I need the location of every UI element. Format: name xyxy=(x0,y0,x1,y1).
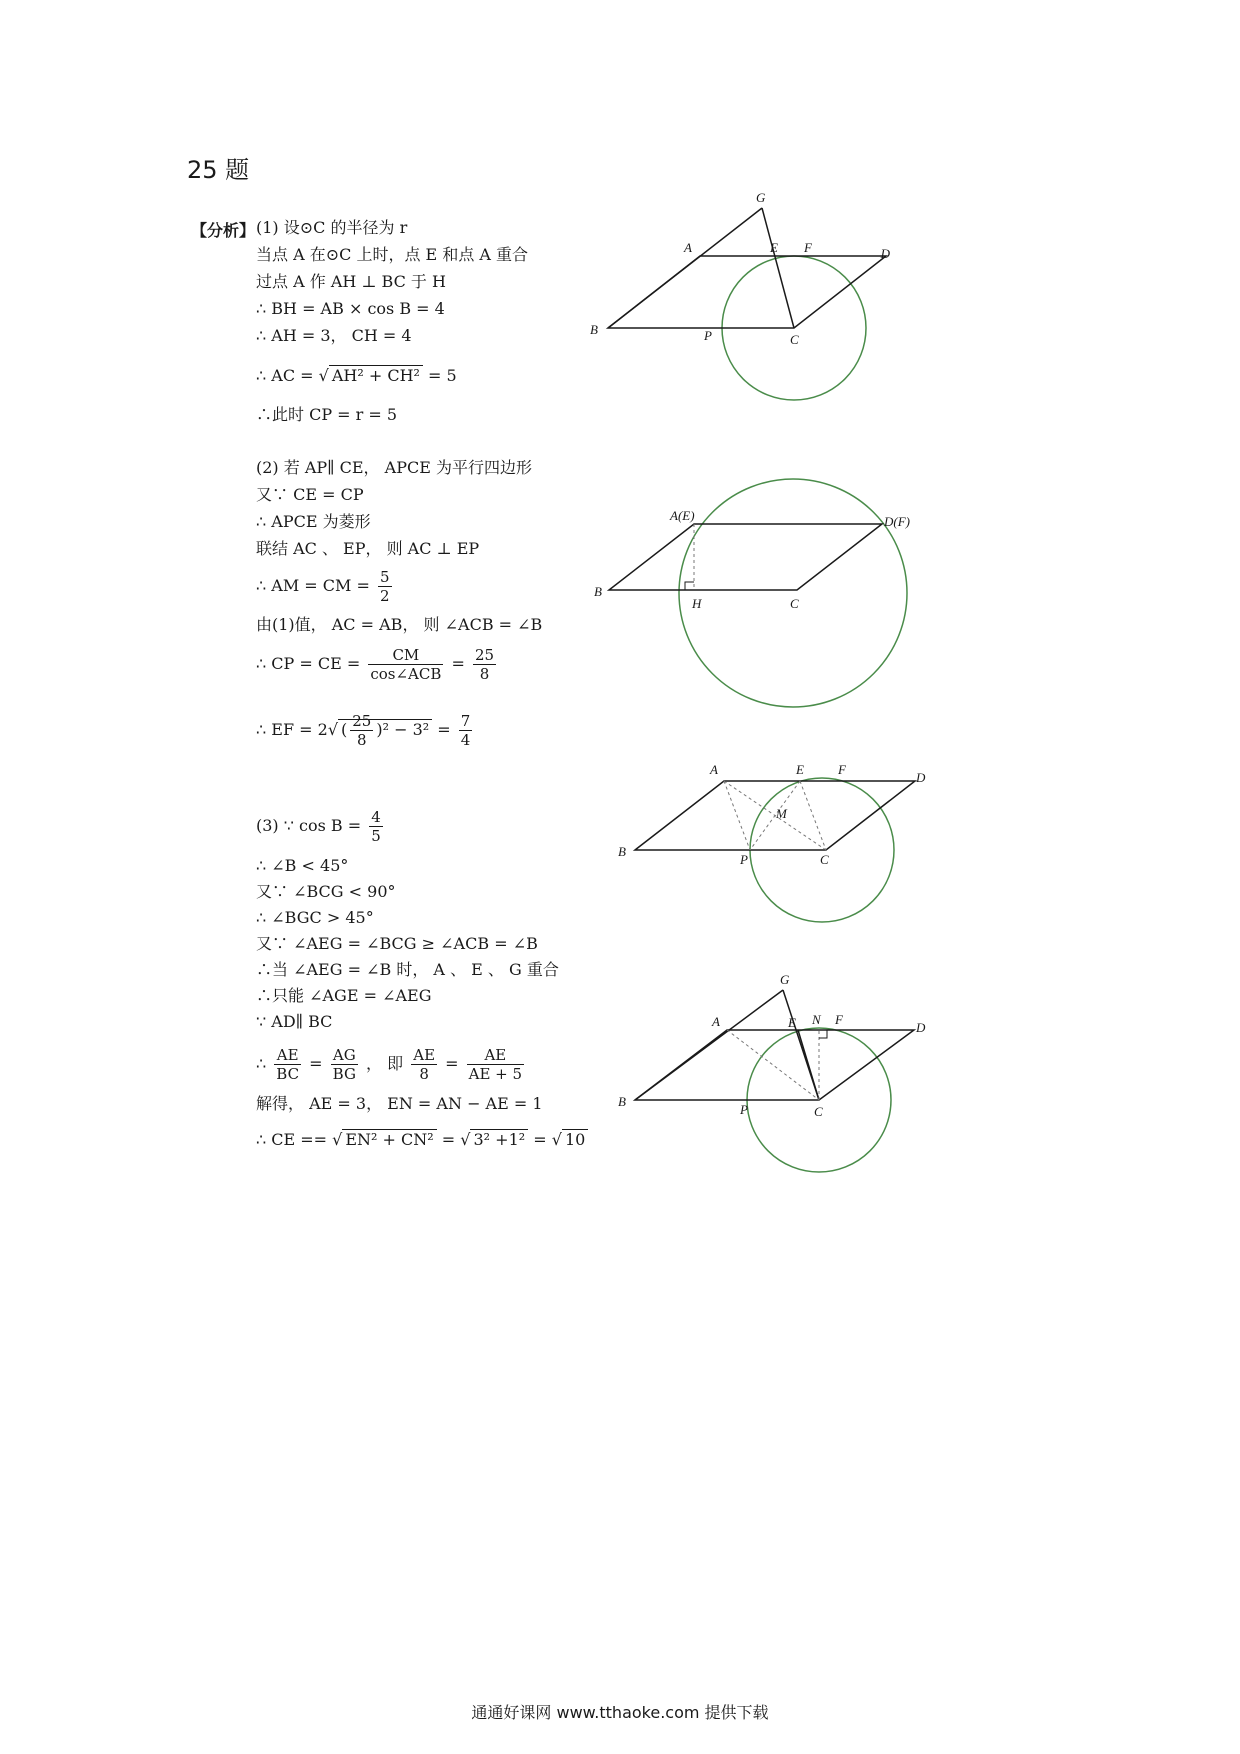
numerator: 5 xyxy=(380,568,390,586)
label-g: G xyxy=(780,972,790,987)
fraction xyxy=(274,1046,301,1083)
denominator: AE + 5 xyxy=(468,1065,523,1083)
denominator: 8 xyxy=(479,665,490,683)
denominator: 5 xyxy=(371,827,381,845)
p2-line-5 xyxy=(256,568,395,605)
label-d: D xyxy=(916,1020,926,1035)
analysis-tag: 【分析】 xyxy=(191,221,256,240)
label-c: C xyxy=(814,1104,823,1119)
p1-ac-prefix: ∴ AC = xyxy=(256,366,314,385)
label-a: A xyxy=(710,762,718,777)
p3-line-4: ∴ ∠BGC > 45° xyxy=(256,908,374,927)
p3-line-9 xyxy=(256,1046,527,1083)
label-c: C xyxy=(790,332,799,347)
p3-line-11: ∴ CE == √ EN² + CN² = √ 3² +1² = √ 10 xyxy=(256,1130,588,1150)
p3-line-8: ∵ AD∥ BC xyxy=(256,1012,333,1031)
label-f: F xyxy=(804,240,812,255)
figure-2 xyxy=(580,470,920,715)
numerator: AE xyxy=(413,1046,436,1064)
label-e: E xyxy=(796,762,804,777)
numerator: 25 xyxy=(352,712,372,730)
denominator: 4 xyxy=(460,731,471,749)
diag-ep xyxy=(750,781,800,850)
p3-line-1 xyxy=(256,808,386,845)
p1-line-3: 过点 A 作 AH ⊥ BC 于 H xyxy=(256,272,446,291)
p1-ac-radicand: AH² + CH² xyxy=(329,365,423,385)
p2-cp-text: ∴ CP = CE = xyxy=(256,654,361,673)
p2-line-1: (2) 若 AP∥ CE， APCE 为平行四边形 xyxy=(256,458,532,477)
segment-bg xyxy=(635,990,783,1100)
label-p: P xyxy=(740,852,748,867)
fraction xyxy=(411,1046,437,1083)
circle-c xyxy=(679,479,907,707)
p1-line-5: ∴ AH = 3， CH = 4 xyxy=(256,326,412,345)
equals: = xyxy=(451,654,465,673)
p3-line-10: 解得， AE = 3， EN = AN − AE = 1 xyxy=(256,1094,543,1113)
p1-line-2: 当点 A 在⊙C 上时，点 E 和点 A 重合 xyxy=(256,245,529,264)
label-b: B xyxy=(618,1094,626,1109)
p2-line-2: 又∵ CE = CP xyxy=(256,485,364,504)
segment-gc xyxy=(762,208,794,328)
denominator: BG xyxy=(332,1065,356,1083)
p3-ce-text: ∴ CE == xyxy=(256,1130,328,1149)
fraction xyxy=(368,646,443,683)
numerator: 25 xyxy=(474,646,495,664)
p1-line-1: (1) 设⊙C 的半径为 r xyxy=(256,218,408,237)
fraction xyxy=(369,808,383,845)
p1-line-7: ∴此时 CP = r = 5 xyxy=(256,405,398,424)
numerator: CM xyxy=(368,646,443,665)
numerator: AG xyxy=(331,1046,358,1065)
fraction xyxy=(459,712,473,749)
parallelogram xyxy=(635,1030,914,1100)
p2-line-6: 由(1)值， AC = AB， 则 ∠ACB = ∠B xyxy=(256,615,543,634)
p1-line-4: ∴ BH = AB × cos B = 4 xyxy=(256,299,445,318)
label-h: H xyxy=(692,596,702,611)
parallelogram xyxy=(608,256,886,328)
segment-bg xyxy=(608,208,762,328)
numerator: AE xyxy=(467,1046,524,1065)
equals: = xyxy=(309,1054,323,1073)
label-d: D xyxy=(916,770,926,785)
problem-title: 25 题 xyxy=(187,156,250,184)
label-f: F xyxy=(835,1012,843,1027)
fraction xyxy=(331,1046,358,1083)
label-b: B xyxy=(590,322,598,337)
segment-ec xyxy=(798,1030,819,1100)
fraction xyxy=(467,1046,524,1083)
equals: = xyxy=(441,1130,456,1149)
label-d-f: D(F) xyxy=(884,514,910,529)
p2-line-3: ∴ APCE 为菱形 xyxy=(256,512,371,531)
radicand: 3² +1² xyxy=(470,1129,528,1149)
label-f: F xyxy=(838,762,846,777)
label-d: D xyxy=(880,246,890,261)
p2-ef-text: ∴ EF = 2 xyxy=(256,720,328,739)
right-angle-mark xyxy=(685,582,694,590)
p3-line-7: ∴只能 ∠AGE = ∠AEG xyxy=(256,986,432,1005)
right-angle-mark xyxy=(819,1030,827,1038)
p3-line-5: 又∵ ∠AEG = ∠BCG ≥ ∠ACB = ∠B xyxy=(256,934,538,953)
label-m: M xyxy=(776,806,787,821)
p2-ef-radicand xyxy=(338,712,432,749)
label-b: B xyxy=(594,584,602,599)
p2-am-text: ∴ AM = CM = xyxy=(256,576,370,595)
label-b: B xyxy=(618,844,626,859)
radicand: 10 xyxy=(562,1129,588,1149)
paren: ( xyxy=(341,720,348,739)
label-e: E xyxy=(788,1015,796,1030)
seg-ec xyxy=(800,781,826,850)
parallelogram xyxy=(609,524,882,590)
fraction xyxy=(378,568,392,605)
radicand: EN² + CN² xyxy=(342,1129,436,1149)
denominator: cos∠ACB xyxy=(370,665,442,683)
numerator: 4 xyxy=(371,808,381,826)
label-c: C xyxy=(790,596,799,611)
namely: ， 即 xyxy=(366,1054,404,1073)
p2-line-8: ∴ EF = 2√ ( $\frac{25}{8}$ )² − 3² = $\frac{7}{4}$ xyxy=(256,712,471,749)
denominator: 2 xyxy=(380,587,390,605)
denominator: BC xyxy=(276,1065,300,1083)
denominator: 8 xyxy=(419,1065,429,1083)
equals: = xyxy=(445,1054,459,1073)
label-a-e: A(E) xyxy=(670,508,695,523)
label-a: A xyxy=(712,1014,720,1029)
p3-line-6: ∴当 ∠AEG = ∠B 时， A 、 E 、 G 重合 xyxy=(256,960,559,979)
equals: = xyxy=(437,720,451,739)
label-p: P xyxy=(704,328,712,343)
fraction xyxy=(473,646,496,683)
p1-line-6: ∴ AC = √ AH² + CH² = 5 xyxy=(256,366,457,385)
label-g: G xyxy=(756,190,766,205)
figure-1 xyxy=(580,190,890,410)
numerator: 7 xyxy=(460,712,471,730)
figure-3 xyxy=(600,760,930,940)
p2-line-7 xyxy=(256,646,499,683)
p3-cos-text: (3) ∵ cos B = xyxy=(256,816,362,835)
paren-tail: )² − 3² xyxy=(376,720,430,739)
label-c: C xyxy=(820,852,829,867)
p1-ac-result: = 5 xyxy=(428,366,457,385)
fraction xyxy=(350,712,373,749)
label-n: N xyxy=(812,1012,821,1027)
p3-line-2: ∴ ∠B < 45° xyxy=(256,856,349,875)
p2-line-4: 联结 AC 、 EP， 则 AC ⊥ EP xyxy=(256,539,480,558)
diag-ac xyxy=(727,1030,819,1100)
label-p: P xyxy=(740,1102,748,1117)
numerator: AE xyxy=(274,1046,301,1065)
denominator: 8 xyxy=(357,731,367,749)
label-e: E xyxy=(770,240,778,255)
therefore: ∴ xyxy=(256,1054,267,1073)
label-a: A xyxy=(684,240,692,255)
footer-credit: 通通好课网 www.tthaoke.com 提供下载 xyxy=(471,1703,769,1722)
seg-ap xyxy=(724,781,750,850)
p3-line-3: 又∵ ∠BCG < 90° xyxy=(256,882,396,901)
equals: = xyxy=(533,1130,547,1149)
figure-4 xyxy=(600,970,930,1185)
